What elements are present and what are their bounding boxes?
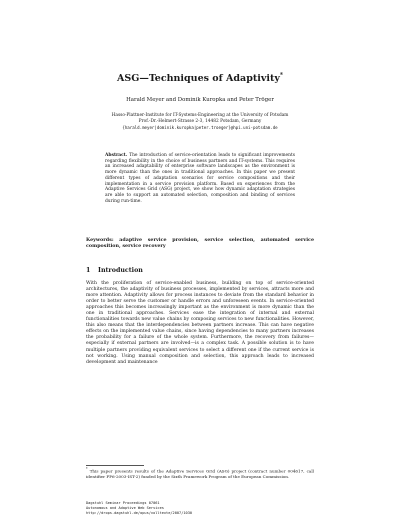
footnote-mark: * bbox=[86, 467, 88, 471]
abstract-text: The introduction of service-orientation leads to significant improvements regarding flexibility in the choice of business partners and IT-systems. This requires an increased adaptability of enterprise software landscapes as the environment is more dynamic than the ones in traditional approaches. In this paper we present different types of adaptation scenarios for service compositions and their implementation in a service provision platform. Based on experiences from the Adaptive Services Grid (ASG) project, we show how dynamic adaptation strategies are able to support an automated selection, composition and binding of services during run-time. bbox=[105, 153, 295, 204]
affiliation-address: Prof.-Dr.-Helmert-Strasse 2-3, 14482 Potsdam, Germany bbox=[138, 118, 262, 124]
footnote bbox=[86, 467, 314, 479]
abstract-label: Abstract. bbox=[105, 153, 128, 158]
footnote-text: This paper presents results of the Adaptive Services Grid (ASG) project (contract number 004617, call identifier FP6-2003-IST-2) funded by the Sixth Framework Program of the European Commission. bbox=[86, 468, 314, 479]
proceedings-seminar: Dagstuhl Seminar Proceedings 07061 bbox=[86, 501, 160, 505]
affiliation bbox=[60, 113, 340, 130]
paper-title-text: ASG—Techniques of Adaptivity bbox=[116, 73, 280, 85]
section-heading-introduction bbox=[86, 267, 143, 275]
author-emails: {harald.meyer|dominik.kuropka|peter.troeger}@hpi.uni-potsdam.de bbox=[122, 124, 278, 130]
title-footnote-mark: * bbox=[279, 72, 284, 79]
proceedings-topic: Autonomous and Adaptive Web Services bbox=[86, 505, 164, 510]
paper-authors: Harald Meyer and Dominik Kuropka and Peter Tröger bbox=[126, 97, 274, 103]
affiliation-institute: Hasso-Plattner-Institute for IT-Systems-Engineering at the University of Potsdam bbox=[111, 113, 289, 118]
proceedings-url: http://drops.dagstuhl.de/opus/volltexte/2007/1030 bbox=[86, 510, 193, 515]
section-title: Introduction bbox=[98, 267, 143, 274]
footnote-rule bbox=[86, 465, 144, 466]
paper-title bbox=[0, 70, 400, 85]
keywords: Keywords: adaptive service provision, service selection, automated service composition, service recovery bbox=[86, 237, 314, 250]
abstract bbox=[105, 153, 295, 204]
proceedings-info bbox=[86, 501, 192, 515]
introduction-paragraph: With the proliferation of service-enabled business, building on top of service-oriented architectures, the adaptivity of business processes, implemented by services, attracts more and more attention. Adaptivity allows for process instances to deviate from the standard behavior in order to better serve the customer or handle errors and unforeseen events. In service-oriented approaches this becomes increasingly important as the environment is more dynamic than the one in traditional approaches. Services ease the integration of internal and external functionalities towards new value chains by composing services to new functionalities. However, this also means that the interdependencies between partners increase. This can have negative effects on the implemented value chains, since having dependencies to many partners increases the probability for a failure of the whole system. Furthermore, the recovery from failures—especially if external partners are involved—is a complex task. A possible solution is to have multiple partners providing equivalent services to select a different one if the current service is not working. Using manual composition and selection, this approach leads to increased development and maintenance bbox=[86, 281, 314, 365]
section-number: 1 bbox=[86, 267, 91, 274]
